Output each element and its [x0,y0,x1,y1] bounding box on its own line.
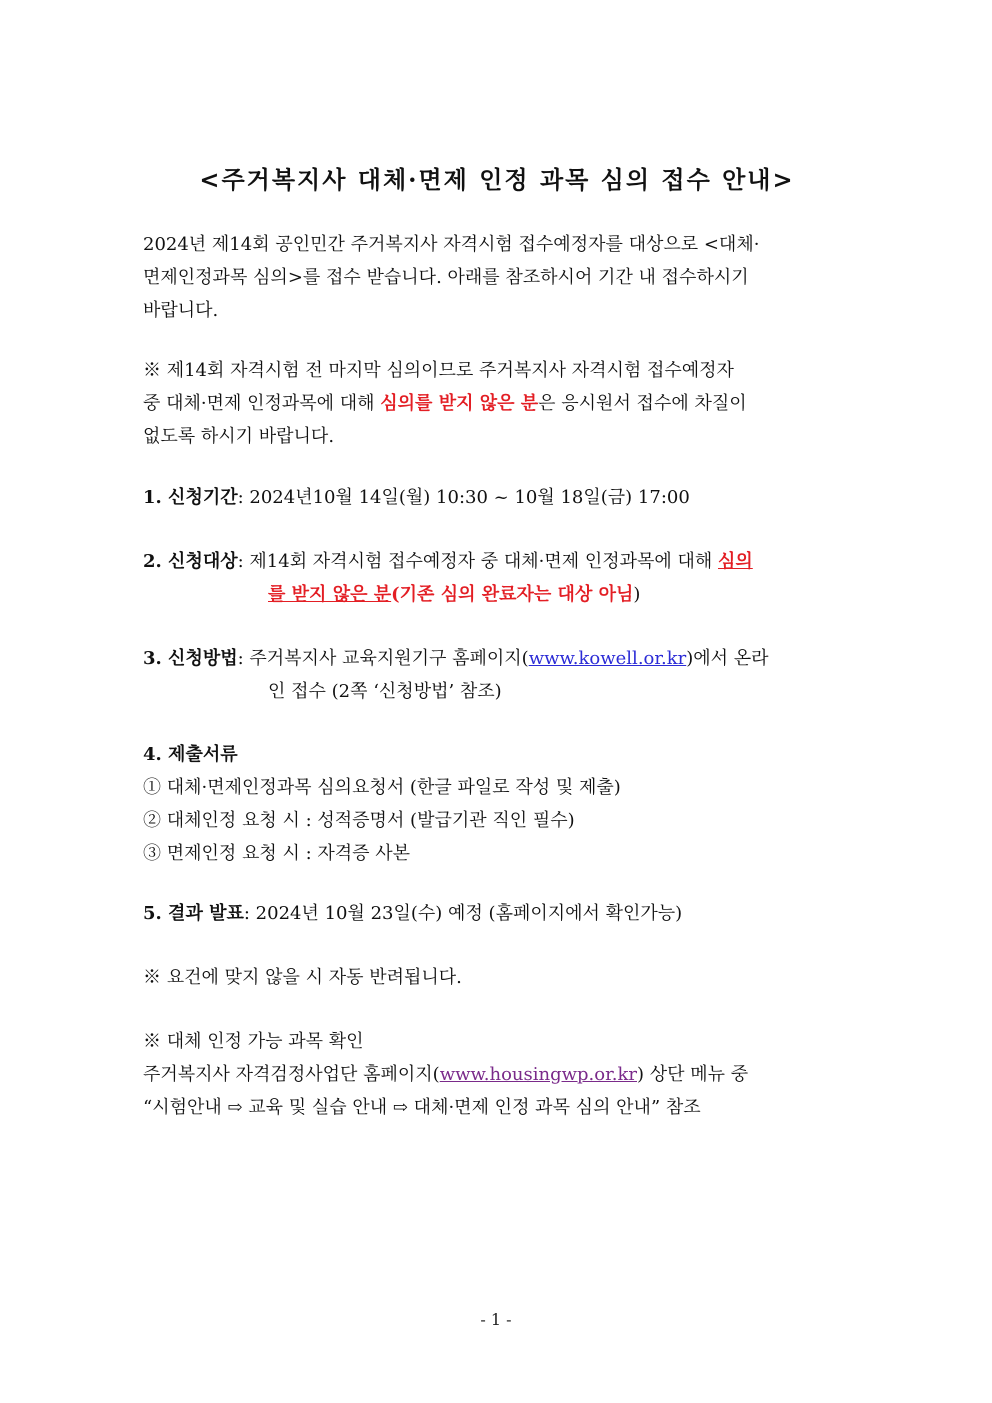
method-line-1 [143,642,851,675]
notice-paragraph [143,354,851,453]
eligibility-label: 2. 신청대상 [143,551,238,572]
document-item-3: ③ 면제인정 요청 시 : 자격증 사본 [143,843,411,864]
housingwp-link[interactable]: www.housingwp.or.kr [439,1064,637,1085]
check-note-line-1: ※ 대체 인정 가능 과목 확인 [143,1031,364,1052]
results-label: 5. 결과 발표 [143,903,244,924]
notice-line-1: ※ 제14회 자격시험 전 마지막 심의이므로 주거복지사 자격시험 접수예정자 [143,360,734,381]
eligibility-highlight-b: 를 받지 않은 분 [268,584,392,605]
results-value: : 2024년 10월 23일(수) 예정 (홈페이지에서 확인가능) [243,903,683,924]
check-note-tail: ) 상단 메뉴 중 [636,1064,749,1085]
section-results [143,897,851,930]
intro-line-3: 바랍니다. [143,300,219,321]
eligibility-close: ) [633,584,641,605]
documents-label: 4. 제출서류 [143,744,238,765]
section-eligibility [143,545,851,611]
results-line [143,897,851,930]
reject-note-text: ※ 요건에 맞지 않을 시 자동 반려됩니다. [143,967,462,988]
section-documents [143,738,851,870]
intro-line-1: 2024년 제14회 공인민간 주거복지사 자격시험 접수예정자를 대상으로 <대체· [143,234,760,255]
check-note-text: 주거복지사 자격검정사업단 홈페이지( [143,1064,440,1085]
method-text: : 주거복지사 교육지원기구 홈페이지( [237,648,529,669]
document-title: <주거복지사 대체·면제 인정 과목 심의 접수 안내> [199,165,795,194]
document-item-1: ① 대체·면제인정과목 심의요청서 (한글 파일로 작성 및 제출) [143,777,621,798]
notice-highlight: 심의를 받지 않은 분 [380,393,539,414]
method-label: 3. 신청방법 [143,648,238,669]
eligibility-highlight-a: 심의 [718,551,753,572]
application-period-value: : 2024년10월 14일(월) 10:30 ~ 10월 18일(금) 17:00 [237,487,690,508]
method-line-2: 인 접수 (2쪽 ‘신청방법’ 참조) [268,681,502,702]
check-note [143,1025,851,1124]
notice-line-2 [143,387,851,420]
notice-line-2-text: 중 대체·면제 인정과목에 대해 [143,393,381,414]
intro-line-2: 면제인정과목 심의>를 접수 받습니다. 아래를 참조하시어 기간 내 접수하시기 [143,267,749,288]
document-item-2: ② 대체인정 요청 시 : 성적증명서 (발급기관 직인 필수) [143,810,575,831]
method-text-tail: )에서 온라 [686,648,769,669]
notice-line-2-tail: 은 응시원서 접수에 차질이 [538,393,747,414]
application-period-label: 1. 신청기간 [143,487,238,508]
section-application-period [143,481,851,514]
check-note-line-3: “시험안내 ⇨ 교육 및 실습 안내 ⇨ 대체·면제 인정 과목 심의 안내” 참조 [143,1097,701,1118]
application-period-line [143,481,851,514]
eligibility-text: : 제14회 자격시험 접수예정자 중 대체·면제 인정과목에 대해 [237,551,718,572]
intro-paragraph [143,228,851,327]
eligibility-line-2 [143,578,851,611]
eligibility-exclusion: (기존 심의 완료자는 대상 아님 [391,584,634,605]
eligibility-line-1 [143,545,851,578]
reject-note [143,961,851,994]
check-note-line-2 [143,1058,851,1091]
kowell-link[interactable]: www.kowell.or.kr [528,648,687,669]
section-application-method [143,642,851,708]
page-number: - 1 - [480,1310,512,1329]
notice-line-3: 없도록 하시기 바랍니다. [143,426,335,447]
